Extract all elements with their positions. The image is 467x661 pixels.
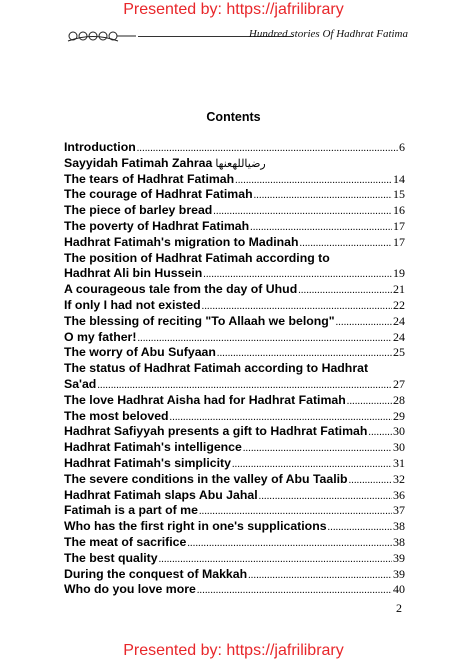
toc-entry-title: Sa'ad bbox=[64, 376, 97, 391]
toc-entry[interactable] bbox=[64, 140, 405, 156]
toc-entry-title: The position of Hadhrat Fatimah according to bbox=[64, 250, 330, 265]
toc-line bbox=[64, 219, 405, 235]
dot-leader bbox=[349, 473, 392, 489]
ornament-icon bbox=[66, 29, 136, 43]
toc-entry-title: A courageous tale from the day of Uhud bbox=[64, 282, 298, 297]
toc-entry-title: Hadhrat Fatimah's simplicity bbox=[64, 455, 231, 470]
toc-line bbox=[64, 503, 405, 519]
toc-entry-title: Who has the first right in one's supplications bbox=[64, 519, 327, 534]
dot-leader bbox=[197, 583, 392, 599]
toc-entry-title: Fatimah is a part of me bbox=[64, 503, 198, 518]
toc-entry-title: Who do you love more bbox=[64, 582, 196, 597]
dot-leader bbox=[199, 504, 392, 520]
toc-entry-title: The status of Hadhrat Fatimah according to Hadhrat bbox=[64, 361, 369, 376]
toc-entry-title: If only I had not existed bbox=[64, 297, 201, 312]
toc-entry-title: Hadhrat Safiyyah presents a gift to Hadhrat Fatimah bbox=[64, 424, 368, 439]
toc-line bbox=[64, 424, 405, 440]
toc-page-number: 38 bbox=[393, 534, 405, 549]
toc-page-number: 28 bbox=[393, 392, 405, 407]
toc-line bbox=[64, 393, 405, 409]
dot-leader bbox=[248, 568, 392, 584]
toc-page-number: 37 bbox=[393, 503, 405, 518]
toc-page-number: 25 bbox=[393, 345, 405, 360]
dot-leader bbox=[159, 552, 392, 568]
toc-entry-title: The piece of barley bread bbox=[64, 203, 213, 218]
toc-entry[interactable] bbox=[64, 535, 405, 551]
dot-leader bbox=[137, 141, 398, 157]
toc-entry[interactable] bbox=[64, 409, 405, 425]
toc-line bbox=[64, 282, 405, 298]
toc-entry[interactable] bbox=[64, 519, 405, 535]
dot-leader bbox=[202, 299, 392, 315]
toc-page-number: 29 bbox=[393, 408, 405, 423]
dot-leader bbox=[347, 394, 392, 410]
toc-page-number: 24 bbox=[393, 313, 405, 328]
toc-entry-title: The poverty of Hadhrat Fatimah bbox=[64, 218, 250, 233]
toc-entry-arabic: رضياللهعنها bbox=[215, 157, 266, 170]
dot-leader bbox=[232, 457, 392, 473]
dot-leader bbox=[250, 220, 392, 236]
toc-page-number: 38 bbox=[393, 519, 405, 534]
toc-entry-title: The courage of Hadhrat Fatimah bbox=[64, 187, 253, 202]
toc-line bbox=[64, 235, 405, 251]
toc-line bbox=[64, 377, 405, 393]
toc-entry[interactable] bbox=[64, 440, 405, 456]
toc-entry[interactable] bbox=[64, 156, 405, 172]
toc-line bbox=[64, 440, 405, 456]
page-number: 2 bbox=[396, 601, 402, 615]
toc-page-number: 6 bbox=[399, 140, 405, 154]
toc-entry[interactable] bbox=[64, 488, 405, 504]
toc-line bbox=[64, 266, 405, 282]
toc-line bbox=[64, 535, 405, 551]
toc-entry-title: The meat of sacrifice bbox=[64, 534, 187, 549]
banner-bottom: Presented by: https://jafrilibrary bbox=[123, 642, 344, 659]
toc-page-number: 32 bbox=[393, 471, 405, 486]
toc-page-number: 16 bbox=[393, 203, 405, 218]
dot-leader bbox=[243, 441, 392, 457]
banner-top: Presented by: https://jafrilibrary bbox=[123, 1, 344, 18]
table-of-contents bbox=[64, 140, 405, 598]
toc-entry[interactable] bbox=[64, 282, 405, 298]
dot-leader bbox=[203, 267, 392, 283]
toc-page-number: 30 bbox=[393, 440, 405, 455]
dot-leader bbox=[187, 536, 392, 552]
toc-entry[interactable] bbox=[64, 330, 405, 346]
toc-entry-title: During the conquest of Makkah bbox=[64, 566, 248, 581]
toc-entry[interactable] bbox=[64, 172, 405, 188]
toc-line bbox=[64, 330, 405, 346]
dot-leader bbox=[254, 188, 392, 204]
toc-entry[interactable] bbox=[64, 424, 405, 440]
toc-entry-title: Hadhrat Ali bin Hussein bbox=[64, 266, 203, 281]
toc-line bbox=[64, 203, 405, 219]
dot-leader bbox=[235, 173, 392, 189]
toc-entry[interactable] bbox=[64, 345, 405, 361]
toc-page-number: 39 bbox=[393, 566, 405, 581]
toc-entry[interactable] bbox=[64, 251, 405, 283]
toc-line bbox=[64, 409, 405, 425]
toc-entry[interactable] bbox=[64, 567, 405, 583]
toc-entry-title: Introduction bbox=[64, 140, 136, 154]
contents-heading: Contents bbox=[206, 110, 261, 124]
toc-page-number: 21 bbox=[393, 282, 405, 297]
dot-leader bbox=[170, 410, 392, 426]
toc-page-number: 31 bbox=[393, 455, 405, 470]
toc-page-number: 19 bbox=[393, 266, 405, 281]
toc-entry[interactable] bbox=[64, 203, 405, 219]
toc-entry[interactable] bbox=[64, 361, 405, 393]
dot-leader bbox=[328, 520, 392, 536]
dot-leader bbox=[259, 489, 392, 505]
toc-page-number: 36 bbox=[393, 487, 405, 502]
toc-entry-title: Sayyidah Fatimah Zahraa رضياللهعنها bbox=[64, 155, 266, 170]
toc-entry-title: The worry of Abu Sufyaan bbox=[64, 345, 216, 360]
toc-page-number: 17 bbox=[393, 218, 405, 233]
toc-line bbox=[64, 345, 405, 361]
toc-entry[interactable] bbox=[64, 472, 405, 488]
toc-page-number: 17 bbox=[393, 234, 405, 249]
toc-entry-title: The blessing of reciting "To Allaah we belong" bbox=[64, 313, 335, 328]
toc-entry-title: The most beloved bbox=[64, 408, 169, 423]
toc-entry[interactable] bbox=[64, 298, 405, 314]
dot-leader bbox=[213, 204, 392, 220]
toc-line bbox=[64, 251, 405, 267]
toc-line bbox=[64, 472, 405, 488]
toc-entry[interactable] bbox=[64, 582, 405, 598]
toc-entry-title: The severe conditions in the valley of Abu Taalib bbox=[64, 471, 348, 486]
toc-page-number: 39 bbox=[393, 550, 405, 565]
dot-leader bbox=[217, 346, 392, 362]
toc-page-number: 30 bbox=[393, 424, 405, 439]
toc-line bbox=[64, 361, 405, 377]
toc-line bbox=[64, 172, 405, 188]
toc-page-number: 27 bbox=[393, 376, 405, 391]
toc-entry-title: Hadhrat Fatimah's migration to Madinah bbox=[64, 234, 299, 249]
toc-entry-title: O my father! bbox=[64, 329, 137, 344]
toc-line bbox=[64, 314, 405, 330]
toc-entry[interactable] bbox=[64, 551, 405, 567]
dot-leader bbox=[368, 425, 392, 441]
toc-entry[interactable] bbox=[64, 187, 405, 203]
dot-leader bbox=[97, 378, 392, 394]
toc-line bbox=[64, 519, 405, 535]
toc-line bbox=[64, 567, 405, 583]
toc-line bbox=[64, 488, 405, 504]
dot-leader bbox=[298, 283, 392, 299]
dot-leader bbox=[137, 331, 392, 347]
toc-entry-title: The best quality bbox=[64, 550, 158, 565]
toc-entry-title: Hadhrat Fatimah's intelligence bbox=[64, 440, 242, 455]
toc-line bbox=[64, 298, 405, 314]
toc-entry[interactable] bbox=[64, 219, 405, 235]
toc-page-number: 14 bbox=[393, 171, 405, 186]
toc-entry[interactable] bbox=[64, 393, 405, 409]
toc-entry[interactable] bbox=[64, 503, 405, 519]
toc-entry-title: The tears of Hadhrat Fatimah bbox=[64, 171, 235, 186]
toc-line bbox=[64, 582, 405, 598]
dot-leader bbox=[300, 236, 392, 252]
toc-line bbox=[64, 140, 405, 156]
toc-line bbox=[64, 187, 405, 203]
running-header bbox=[66, 27, 408, 45]
toc-page-number: 15 bbox=[393, 187, 405, 202]
toc-page-number: 40 bbox=[393, 582, 405, 597]
book-title: Hundred stories Of Hadhrat Fatima bbox=[248, 28, 408, 40]
toc-line bbox=[64, 456, 405, 472]
toc-line bbox=[64, 156, 405, 172]
toc-entry[interactable] bbox=[64, 235, 405, 251]
toc-page-number: 24 bbox=[393, 329, 405, 344]
toc-line bbox=[64, 551, 405, 567]
toc-page-number: 22 bbox=[393, 297, 405, 312]
toc-entry-title: The love Hadhrat Aisha had for Hadhrat Fatimah bbox=[64, 392, 346, 407]
toc-entry-title: Hadhrat Fatimah slaps Abu Jahal bbox=[64, 487, 258, 502]
toc-entry[interactable] bbox=[64, 314, 405, 330]
dot-leader bbox=[336, 315, 392, 331]
toc-entry[interactable] bbox=[64, 456, 405, 472]
